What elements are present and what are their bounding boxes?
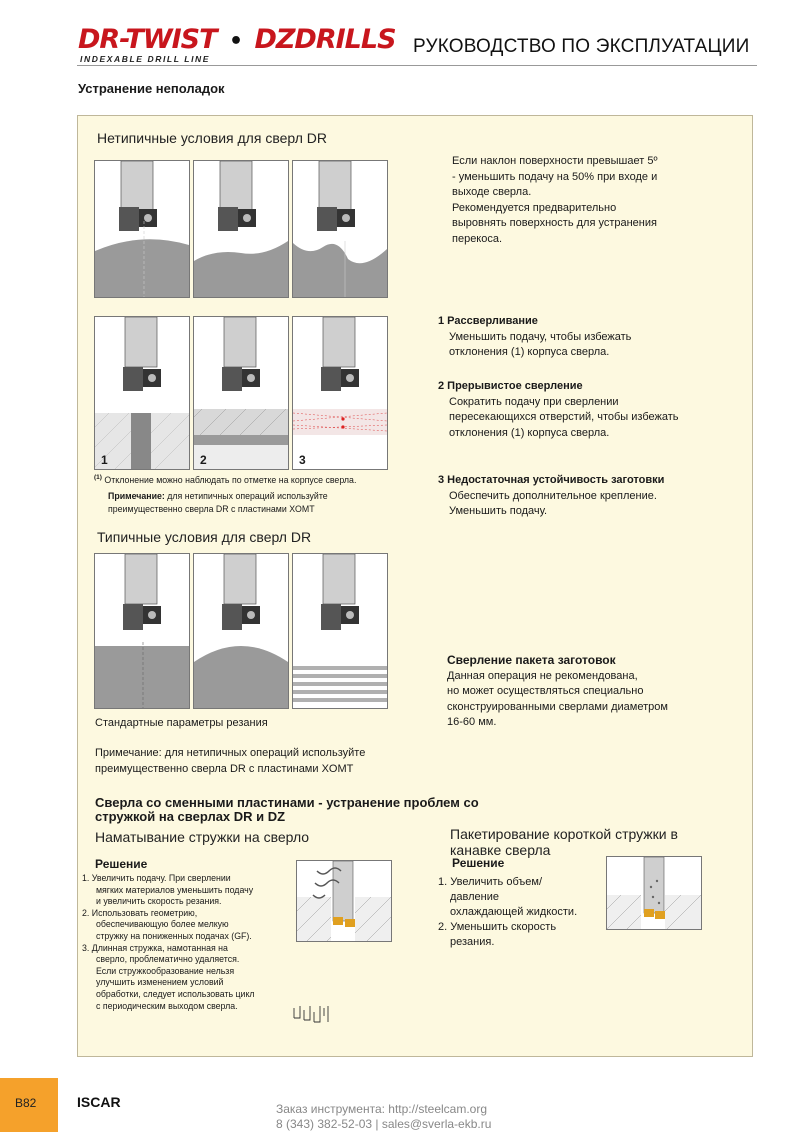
solution-line: сверло, проблематично удаляется.: [96, 954, 240, 965]
footnote-text: Отклонение можно наблюдать по отметке на корпусе сверла.: [104, 474, 357, 485]
item-title: 2 Прерывистое сверление: [438, 380, 583, 392]
typical-note: [95, 746, 415, 777]
chip-packing-image: [606, 856, 702, 930]
typical-heading: Типичные условия для сверл DR: [97, 529, 312, 545]
solution-item: [438, 875, 598, 920]
item-line: Сократить подачу при сверлении: [449, 395, 619, 408]
solution-line: стружку на пониженных подачах (GF).: [96, 930, 252, 941]
document-title: РУКОВОДСТВО ПО ЭКСПЛУАТАЦИИ: [413, 36, 750, 57]
solution-line: 1. Увеличить подачу. При сверлении: [82, 873, 231, 883]
stack-line: сконструированными сверлами диаметром: [447, 700, 668, 713]
solution-line: 2. Использовать геометрию,: [82, 907, 198, 918]
chip-wrapping-image: [296, 860, 392, 942]
item-line: отклонения (1) корпуса сверла.: [449, 426, 610, 439]
solution-line: Если стружкообразование нельзя: [96, 965, 235, 976]
interrupted-drilling-image: [193, 316, 289, 470]
slope-note-line: выходе сверла.: [452, 186, 532, 198]
deflection-footnote: [94, 472, 394, 486]
note-text: для нетипичных операций используйте: [167, 491, 328, 501]
solution-line: 1. Увеличить объем/: [438, 876, 543, 888]
solution-line: резания.: [450, 936, 495, 948]
solution-line: 2. Уменьшить скорость: [438, 921, 557, 933]
footer-brand: ISCAR: [77, 1094, 121, 1110]
solution-item: [82, 943, 292, 1013]
unstable-workpiece-image: [292, 316, 388, 470]
stack-drilling-note: [447, 653, 727, 731]
brand-subtitle: INDEXABLE DRILL LINE: [80, 54, 211, 64]
slope-note-line: перекоса.: [452, 232, 503, 245]
slope-entry-image: [94, 160, 190, 298]
chip-packing-solutions: [438, 875, 598, 950]
stack-line: но может осуществляться специально: [447, 685, 644, 697]
solution-label-left: Решение: [95, 857, 148, 871]
chip-trouble-title: [95, 796, 479, 824]
reaming-image: [94, 316, 190, 470]
solution-line: обработки, следует использовать цикл: [96, 988, 255, 999]
solution-item: [438, 920, 598, 950]
item-line: пересекающихся отверстий, чтобы избежать: [449, 411, 679, 423]
slope-note-line: Рекомендуется предварительно: [452, 201, 617, 214]
order-link[interactable]: Заказ инструмента: http://steelcam.org: [276, 1102, 488, 1116]
trouble-title-line: стружкой на сверлах DR и DZ: [95, 809, 286, 824]
brand-separator: •: [228, 29, 243, 54]
slope-note-line: Если наклон поверхности превышает 5º: [452, 155, 658, 167]
solution-line: улучшить изменением условий: [96, 977, 224, 988]
solution-item: [82, 908, 292, 943]
slope-note-line: выровнять поверхность для устранения: [452, 217, 657, 229]
page-number: B82: [15, 1096, 37, 1110]
flat-surface-image: [94, 553, 190, 709]
convex-surface-image: [193, 553, 289, 709]
case-label-3: 3: [299, 453, 306, 467]
stack-title: Сверление пакета заготовок: [447, 653, 616, 667]
brand-dzdrills: DZDRILLS: [254, 24, 396, 55]
chip-packing-heading: [450, 826, 678, 858]
header-divider: [77, 65, 757, 66]
atypical-note: [108, 490, 398, 515]
item-title: 3 Недостаточная устойчивость заготовки: [438, 474, 665, 486]
brand-logo: [78, 24, 396, 55]
item-line: Уменьшить подачу, чтобы избежать: [449, 330, 632, 343]
brand-dr-twist: DR-TWIST: [78, 24, 217, 55]
solution-line: с периодическим выходом сверла.: [96, 1000, 238, 1011]
solution-line: охлаждающей жидкости.: [450, 906, 578, 918]
trouble-title-line: Сверла со сменными пластинами - устранение проблем со: [95, 795, 479, 810]
case-label-2: 2: [200, 453, 207, 467]
note-line: Примечание: для нетипичных операций используйте: [95, 747, 366, 759]
item-line: отклонения (1) корпуса сверла.: [449, 346, 610, 358]
note-label: Примечание:: [108, 491, 165, 501]
slope-note-line: - уменьшить подачу на 50% при входе и: [452, 170, 658, 183]
atypical-heading: Нетипичные условия для сверл DR: [97, 130, 327, 146]
solution-line: мягких материалов уменьшить подачу: [96, 884, 254, 895]
chip-wrapping-solutions: [82, 873, 292, 1012]
slope-uneven-image: [193, 160, 289, 298]
footnote-mark: (1): [94, 474, 102, 481]
heading-line: канавке сверла: [450, 842, 551, 858]
slope-note: [452, 154, 712, 247]
note-line: преимущественно сверла DR с пластинами XOMT: [95, 762, 354, 775]
solution-line: 3. Длинная стружка, намотанная на: [82, 942, 228, 953]
slope-wavy-image: [292, 160, 388, 298]
item-line: Уменьшить подачу.: [449, 505, 548, 517]
contact-line[interactable]: 8 (343) 382-52-03 | sales@sverla-ekb.ru: [276, 1117, 492, 1131]
case-label-1: 1: [101, 453, 108, 467]
solution-line: обеспечивающую более мелкую: [96, 919, 229, 930]
atypical-item-1: [438, 314, 738, 361]
section-title: Устранение неполадок: [78, 81, 225, 96]
stacked-plates-image: [292, 553, 388, 709]
atypical-item-2: [438, 379, 738, 441]
stack-line: Данная операция не рекомендована,: [447, 669, 638, 682]
solution-label-right: Решение: [452, 856, 505, 870]
contact-block: [276, 1102, 491, 1132]
heading-line: Пакетирование короткой стружки в: [450, 826, 678, 842]
solution-line: и увеличить скорость резания.: [96, 896, 222, 907]
item-title: 1 Рассверливание: [438, 315, 538, 327]
solution-item: [82, 873, 292, 908]
standard-params: Стандартные параметры резания: [95, 717, 268, 729]
atypical-item-3: [438, 473, 738, 520]
solution-line: давление: [450, 891, 500, 903]
peck-cycle-icon: [292, 1004, 336, 1029]
stack-line: 16-60 мм.: [447, 716, 497, 728]
note-text: преимущественно сверла DR с пластинами XOMT: [108, 503, 315, 514]
item-line: Обеспечить дополнительное крепление.: [449, 489, 657, 502]
chip-wrapping-heading: Наматывание стружки на сверло: [95, 829, 310, 845]
